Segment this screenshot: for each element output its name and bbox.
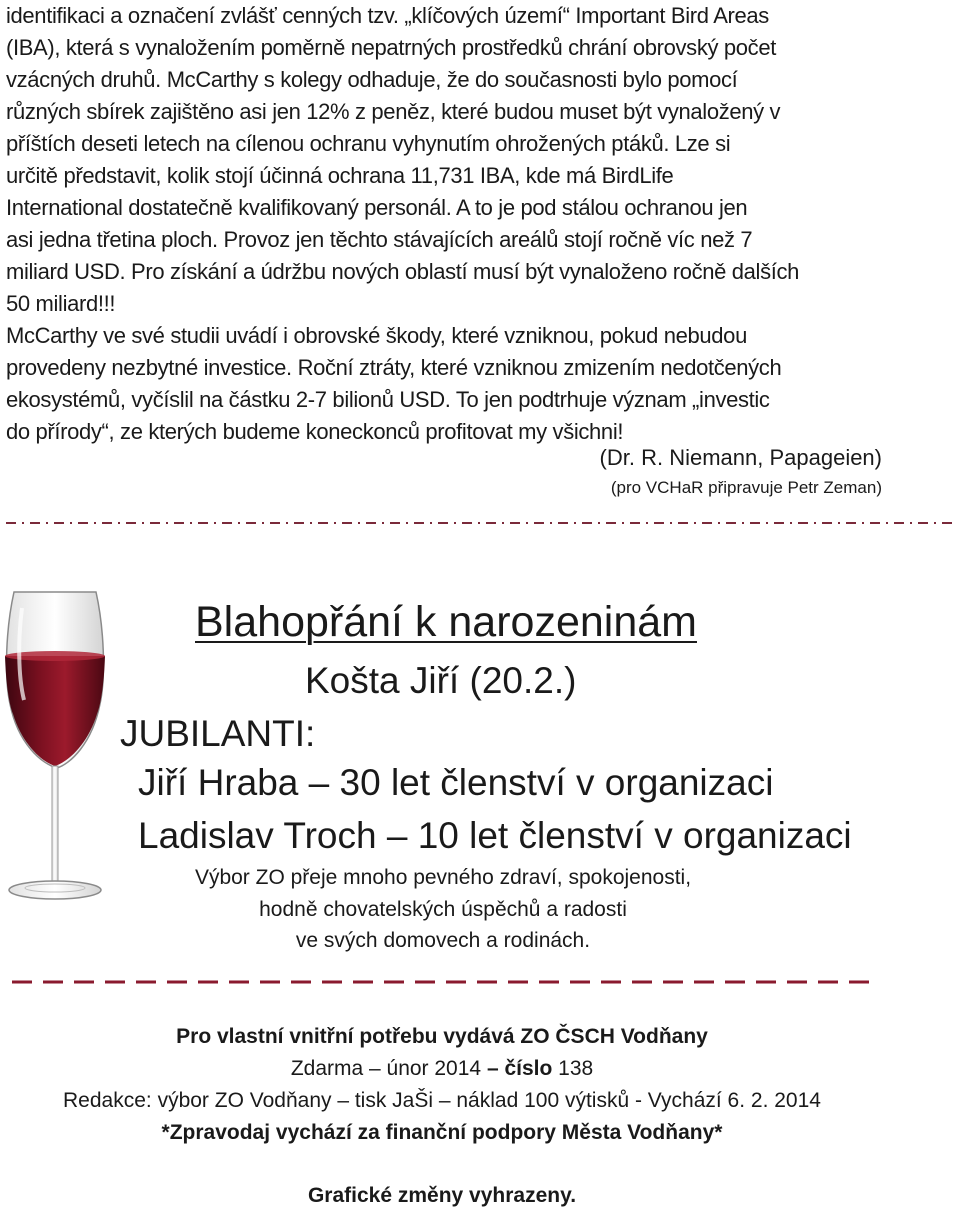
article-line: McCarthy ve své studii uvádí i obrovské škody, které vzniknou, pokud nebudou	[6, 323, 747, 348]
birthday-name: Košta Jiří (20.2.)	[305, 660, 577, 701]
article-line: různých sbírek zajištěno asi jen 12% z peněz, které budou muset být vynaložený v	[6, 99, 781, 124]
article-line: (IBA), která s vynaložením poměrně nepatrných prostředků chrání obrovský počet	[6, 35, 776, 60]
footer-editorial: Redakce: výbor ZO Vodňany – tisk JaŠi – náklad 100 výtisků - Vychází 6. 2. 2014	[63, 1089, 821, 1112]
footer-issue	[0, 1057, 884, 1081]
jubilee-item: Jiří Hraba – 30 let členství v organizaci	[138, 762, 774, 803]
dash-divider	[12, 978, 878, 986]
dotted-dash-divider	[6, 519, 958, 527]
wishes-line: ve svých domovech a rodinách.	[295, 929, 591, 952]
article-line: určitě představit, kolik stojí účinná ochrana 11,731 IBA, kde má BirdLife	[6, 163, 674, 188]
article-line: ekosystémů, vyčíslil na částku 2-7 bilionů USD. To jen podtrhuje význam „investic	[6, 387, 770, 412]
article-line: asi jedna třetina ploch. Provoz jen těchto stávajících areálů stojí ročně víc než 7	[6, 227, 753, 252]
jubilees-title: JUBILANTI:	[120, 713, 316, 754]
article-line: International dostatečně kvalifikovaný personál. A to je pod stálou ochranou jen	[6, 195, 748, 220]
jubilee-item: Ladislav Troch – 10 let členství v organizaci	[138, 815, 852, 856]
article-text	[6, 0, 946, 448]
footer-publisher: Pro vlastní vnitřní potřebu vydává ZO ČSCH Vodňany	[176, 1025, 708, 1048]
footer-issue-number: 138	[552, 1057, 594, 1080]
footer-disclaimer: Grafické změny vyhrazeny.	[307, 1184, 577, 1207]
article-line: 50 miliard!!!	[6, 291, 116, 316]
footer-issue-date: Zdarma – únor 2014	[290, 1057, 487, 1080]
article-signature: (Dr. R. Niemann, Papageien)	[599, 445, 882, 470]
article-line: identifikaci a označení zvlášť cenných tzv. „klíčových území“ Important Bird Areas	[6, 3, 769, 28]
article-line: vzácných druhů. McCarthy s kolegy odhaduje, že do současnosti bylo pomocí	[6, 67, 738, 92]
article-line: příštích deseti letech na cílenou ochranu vyhynutím ohrožených ptáků. Lze si	[6, 131, 731, 156]
article-line: miliard USD. Pro získání a údržbu nových oblastí musí být vynaloženo ročně dalších	[6, 259, 800, 284]
article-prepared-by: (pro VCHaR připravuje Petr Zeman)	[610, 478, 882, 497]
birthday-title: Blahopřání k narozeninám	[195, 598, 697, 646]
wine-glass-icon	[0, 588, 110, 906]
article-line: provedeny nezbytné investice. Roční ztráty, které vzniknou zmizením nedotčených	[6, 355, 782, 380]
footer-issue-label: – číslo	[486, 1057, 553, 1080]
footer-sponsor: *Zpravodaj vychází za finanční podpory Města Vodňany*	[161, 1121, 723, 1144]
wishes-line: Výbor ZO přeje mnoho pevného zdraví, spokojenosti,	[194, 866, 692, 889]
wishes-line: hodně chovatelských úspěchů a radosti	[259, 898, 627, 921]
article-line: do přírody“, ze kterých budeme koneckonců profitovat my všichni!	[6, 419, 624, 444]
